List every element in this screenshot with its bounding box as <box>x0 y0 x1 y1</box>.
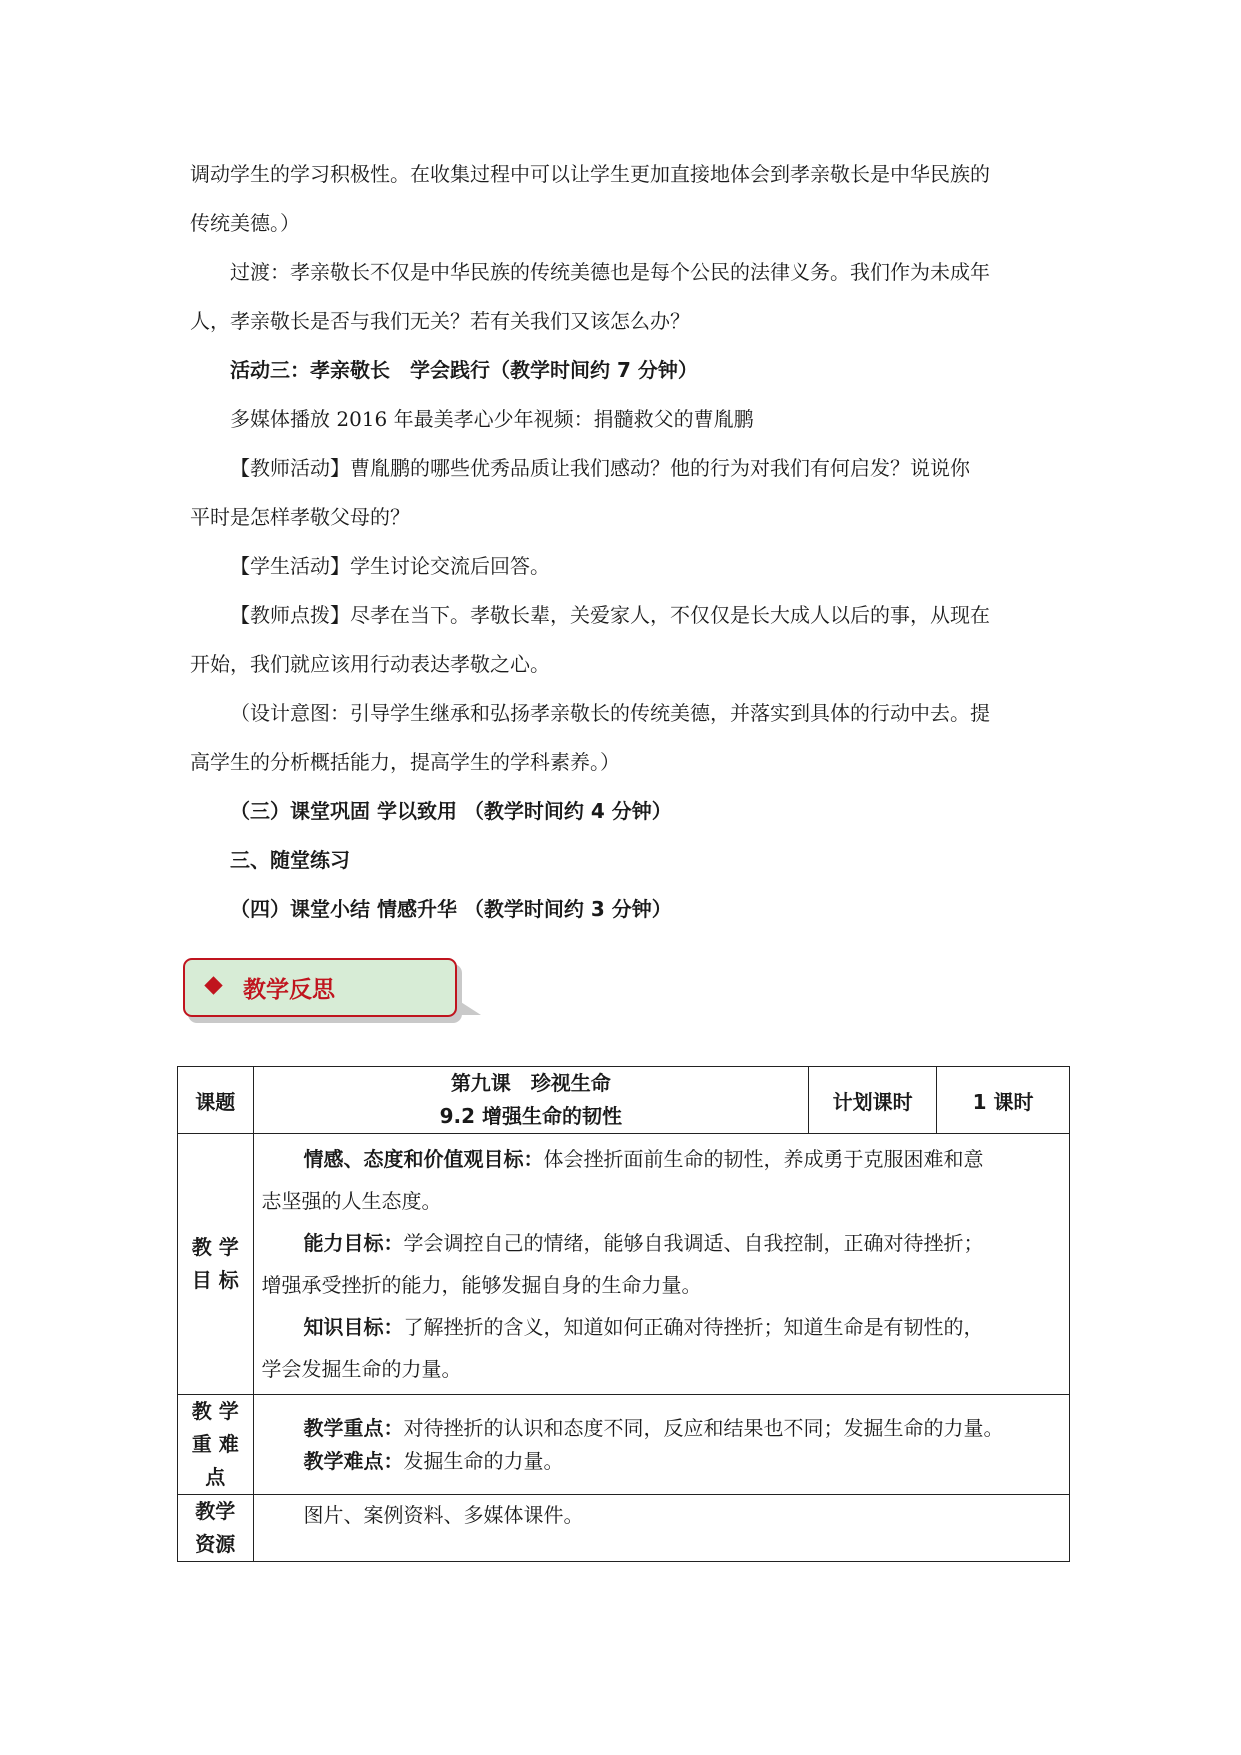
text-line: 【教师活动】曹胤鹏的哪些优秀品质让我们感动？他的行为对我们有何启发？说说你 <box>230 456 970 480</box>
text-line: 【教师点拨】尽孝在当下。孝敬长辈，关爱家人，不仅仅是长大成人以后的事，从现在 <box>230 603 990 627</box>
heading-text: （四）课堂小结 情感升华 （教学时间约 3 分钟） <box>230 897 672 921</box>
plan-header: 计划课时 <box>832 1089 913 1114</box>
lesson-subtitle: 9.2 增强生命的韧性 <box>439 1104 623 1128</box>
key-label: 教学重点： <box>303 1415 404 1440</box>
resource-header-cell <box>178 1495 254 1562</box>
text-line: （设计意图：引导学生继承和弘扬孝亲敬长的传统美德，并落实到具体的行动中去。提 <box>230 701 990 725</box>
key-header-line: 重 难 <box>191 1432 239 1456</box>
section-four-heading <box>190 885 1060 934</box>
key-content-cell <box>253 1395 1070 1495</box>
text-line: 平时是怎样孝敬父母的？ <box>190 505 410 529</box>
practice-heading <box>190 836 1060 885</box>
key-text: 对待挫折的认识和态度不同，反应和结果也不同；发掘生命的力量。 <box>403 1415 1004 1440</box>
design-intent-paragraph <box>190 150 1060 248</box>
goals-content <box>254 1134 1070 1394</box>
diamond-bullet-icon <box>204 976 222 994</box>
goal-text: 学会调控自己的情绪，能够自我调适、自我控制，正确对待挫折； <box>403 1231 984 1255</box>
plan-header-cell <box>809 1067 937 1134</box>
teacher-activity-paragraph <box>190 444 1060 542</box>
goals-content-cell <box>253 1134 1070 1395</box>
key-header-line: 点 <box>205 1465 226 1489</box>
key-content <box>254 1408 1070 1482</box>
key-line <box>262 1412 1062 1445</box>
goal-line <box>262 1222 1062 1264</box>
resource-text: 图片、案例资料、多媒体课件。 <box>303 1503 584 1527</box>
text-line: 过渡：孝亲敬长不仅是中华民族的传统美德也是每个公民的法律义务。我们作为未成年 <box>230 260 990 284</box>
topic-header-cell <box>178 1067 254 1134</box>
banner-label: 教学反思 <box>243 977 335 1003</box>
reflection-banner <box>183 958 457 1017</box>
media-paragraph <box>190 395 1060 444</box>
transition-paragraph <box>190 248 1060 346</box>
heading-text: （三）课堂巩固 学以致用 （教学时间约 4 分钟） <box>230 799 672 823</box>
key-header-cell <box>178 1395 254 1495</box>
goal-line: 志坚强的人生态度。 <box>261 1189 442 1213</box>
student-activity-paragraph <box>190 542 1060 591</box>
table-row <box>178 1067 1070 1134</box>
plan-value-cell <box>937 1067 1070 1134</box>
design-intent-paragraph-2 <box>190 689 1060 787</box>
table-row <box>178 1134 1070 1395</box>
table-row <box>178 1395 1070 1495</box>
topic-header: 课题 <box>195 1089 236 1114</box>
goal-label: 情感、态度和价值观目标： <box>303 1147 544 1171</box>
banner-shadow-tail <box>453 997 481 1015</box>
text-line: 【学生活动】学生讨论交流后回答。 <box>230 554 550 578</box>
resource-content-cell <box>253 1495 1070 1562</box>
key-header-line: 教 学 <box>191 1399 239 1423</box>
plan-value: 1 课时 <box>972 1089 1034 1114</box>
resource-header-line: 资源 <box>195 1532 236 1556</box>
goals-header-line: 教 学 <box>191 1235 239 1259</box>
text-line: 调动学生的学习积极性。在收集过程中可以让学生更加直接地体会到孝亲敬长是中华民族的 <box>190 162 990 186</box>
text-line: 开始，我们就应该用行动表达孝敬之心。 <box>190 652 550 676</box>
text-line: 传统美德。） <box>190 211 300 235</box>
difficulty-label: 教学难点： <box>303 1448 404 1473</box>
goal-line <box>262 1138 1062 1180</box>
goal-label: 能力目标： <box>303 1231 404 1255</box>
goal-label: 知识目标： <box>303 1315 404 1339</box>
goal-text: 体会挫折面前生命的韧性，养成勇于克服困难和意 <box>543 1147 984 1171</box>
difficulty-line <box>262 1445 1062 1478</box>
goal-line <box>262 1306 1062 1348</box>
table-row <box>178 1495 1070 1562</box>
heading-text: 活动三：孝亲敬长 学会践行（教学时间约 7 分钟） <box>230 358 698 382</box>
lesson-plan-table <box>177 1066 1070 1562</box>
text-line: 多媒体播放 2016 年最美孝心少年视频：捐髓救父的曹胤鹏 <box>230 407 754 431</box>
heading-text: 三、随堂练习 <box>230 848 350 872</box>
section-three-heading <box>190 787 1060 836</box>
goal-text: 了解挫折的含义，知道如何正确对待挫折；知道生命是有韧性的， <box>403 1315 984 1339</box>
goals-header-line: 目 标 <box>191 1268 239 1292</box>
goal-line: 学会发掘生命的力量。 <box>261 1357 462 1381</box>
goal-line: 增强承受挫折的能力，能够发掘自身的生命力量。 <box>261 1273 702 1297</box>
text-line: 高学生的分析概括能力，提高学生的学科素养。） <box>190 750 620 774</box>
lesson-title-cell <box>253 1067 809 1134</box>
teacher-guidance-paragraph <box>190 591 1060 689</box>
resource-header-line: 教学 <box>195 1499 236 1523</box>
goals-header-cell <box>178 1134 254 1395</box>
text-line: 人，孝亲敬长是否与我们无关？若有关我们又该怎么办？ <box>190 309 690 333</box>
difficulty-text: 发掘生命的力量。 <box>403 1448 564 1473</box>
activity-three-heading <box>190 346 1060 395</box>
lesson-title: 第九课 珍视生命 <box>450 1071 611 1095</box>
